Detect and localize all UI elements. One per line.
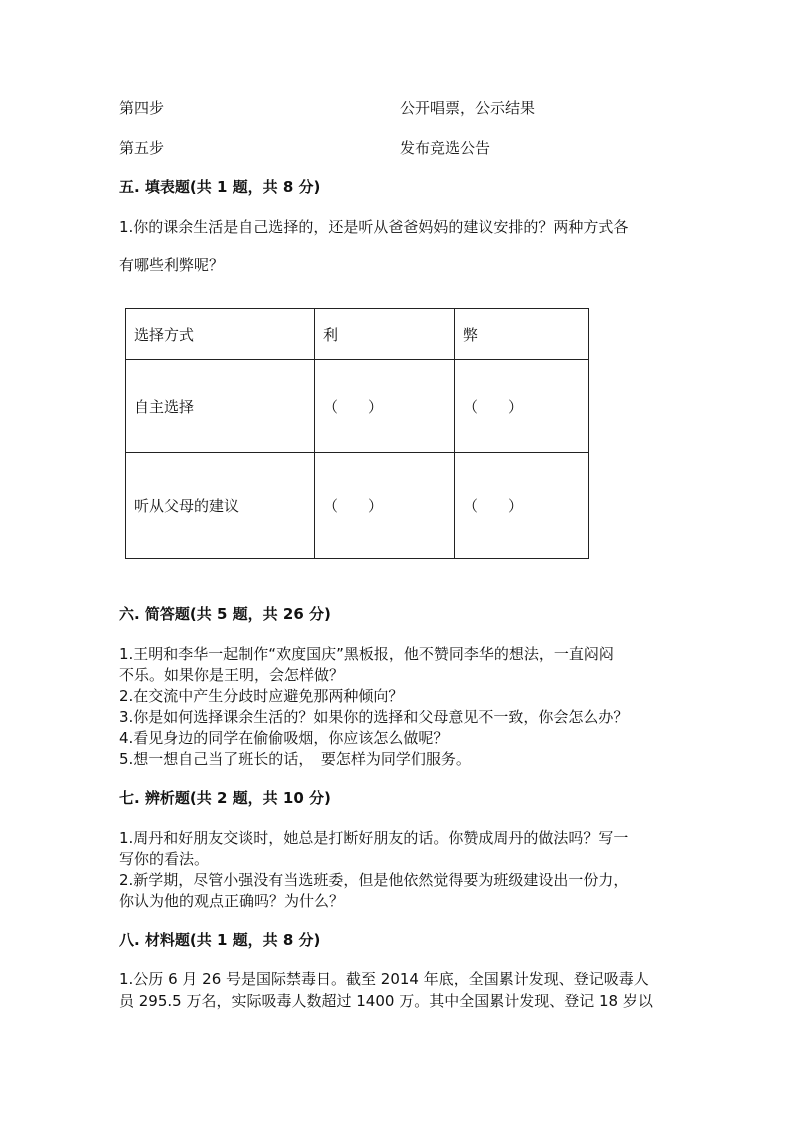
table-row-label: 听从父母的建议 xyxy=(126,453,315,559)
section-8-line: 1.公历 6 月 26 号是国际禁毒日。截至 2014 年底，全国累计发现、登记吸毒人 xyxy=(119,970,649,988)
section-7-line: 2.新学期，尽管小强没有当选班委，但是他依然觉得要为班级建设出一份力， xyxy=(119,871,629,889)
section-6-line: 2.在交流中产生分歧时应避免那两种倾向？ xyxy=(119,687,404,705)
section-7-line: 写你的看法。 xyxy=(119,850,210,868)
pros-cons-table xyxy=(125,308,589,559)
con-blank[interactable]: （ ） xyxy=(455,453,589,559)
section-6-line: 不乐。如果你是王明，会怎样做？ xyxy=(119,666,345,684)
section-5-question-line-1: 1.你的课余生活是自己选择的，还是听从爸爸妈妈的建议安排的？两种方式各 xyxy=(119,218,629,236)
section-8-line: 员 295.5 万名，实际吸毒人数超过 1400 万。其中全国累计发现、登记 18 岁以 xyxy=(119,992,653,1010)
step-4-content: 公开唱票，公示结果 xyxy=(400,99,536,117)
section-5-question-line-2: 有哪些利弊呢？ xyxy=(119,256,225,274)
section-6-line: 5.想一想自己当了班长的话， 要怎样为同学们服务。 xyxy=(119,750,471,768)
step-5-label: 第五步 xyxy=(119,139,165,157)
table-row-label: 自主选择 xyxy=(126,360,315,453)
section-7-heading: 七. 辨析题(共 2 题，共 10 分) xyxy=(119,789,331,807)
section-5-heading: 五. 填表题(共 1 题，共 8 分) xyxy=(119,178,321,196)
section-6-line: 4.看见身边的同学在偷偷吸烟，你应该怎么做呢？ xyxy=(119,729,449,747)
step-5-content: 发布竞选公告 xyxy=(400,139,491,157)
table-header-pro: 利 xyxy=(315,309,455,360)
table-row xyxy=(126,360,589,453)
section-8-heading: 八. 材料题(共 1 题，共 8 分) xyxy=(119,931,321,949)
section-7-line: 你认为他的观点正确吗？为什么？ xyxy=(119,892,345,910)
table-header-row xyxy=(126,309,589,360)
section-6-heading: 六. 简答题(共 5 题，共 26 分) xyxy=(119,605,331,623)
con-blank[interactable]: （ ） xyxy=(455,360,589,453)
section-7-line: 1.周丹和好朋友交谈时，她总是打断好朋友的话。你赞成周丹的做法吗？写一 xyxy=(119,829,629,847)
table-header-method: 选择方式 xyxy=(126,309,315,360)
pro-blank[interactable]: （ ） xyxy=(315,360,455,453)
step-4-label: 第四步 xyxy=(119,99,165,117)
section-6-line: 1.王明和李华一起制作“欢度国庆”黑板报，他不赞同李华的想法，一直闷闷 xyxy=(119,645,614,663)
section-6-line: 3.你是如何选择课余生活的？如果你的选择和父母意见不一致，你会怎么办？ xyxy=(119,708,629,726)
pro-blank[interactable]: （ ） xyxy=(315,453,455,559)
table-header-con: 弊 xyxy=(455,309,589,360)
table-row xyxy=(126,453,589,559)
